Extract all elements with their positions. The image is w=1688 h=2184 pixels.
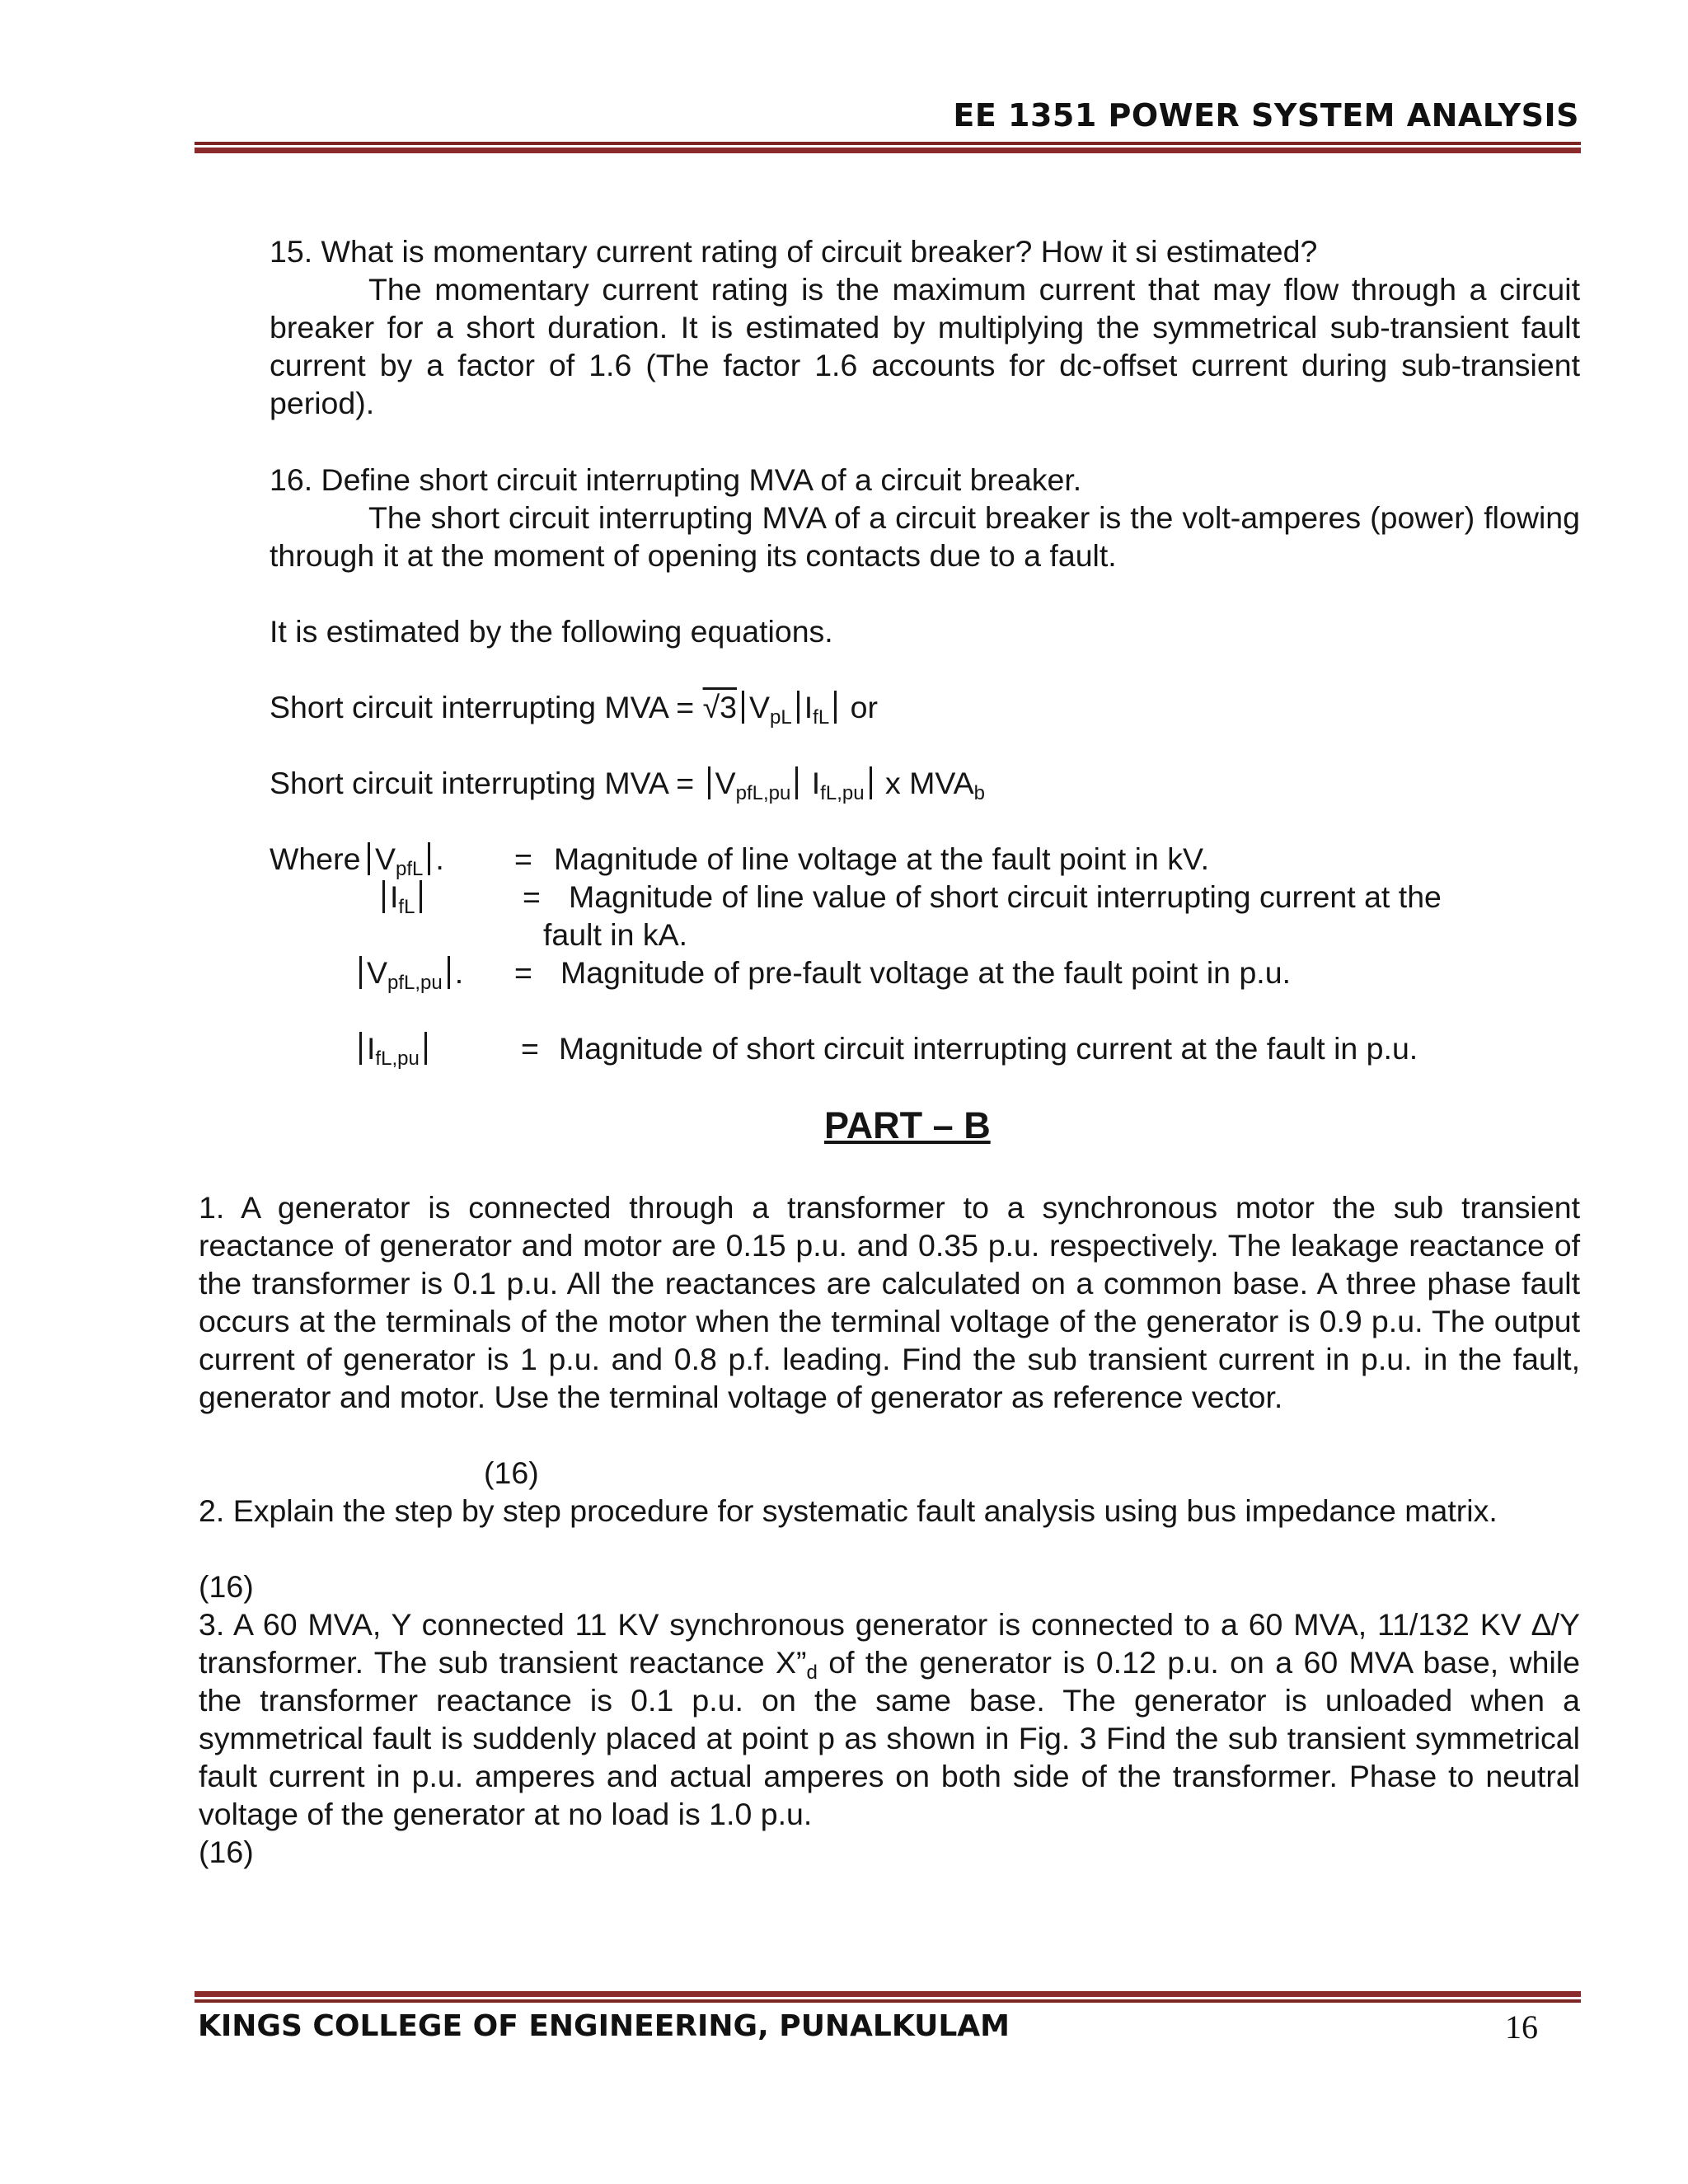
part-b-q1-marks: (16)	[484, 1455, 539, 1490]
equation-1: Short circuit interrupting MVA = √3 $V_{pL}$ $I_{fL}$ or	[270, 690, 878, 729]
def-vpflpu-text: Magnitude of pre-fault voltage at the fault point in p.u.	[560, 955, 1291, 990]
q15-answer: The momentary current rating is the maximum current that may flow through a circuit breaker for a short duration. It is estimated by multiplying the symmetrical sub-transient fault current by a factor of 1.6 (The factor 1.6 accounts for dc-offset current during sub-transient period).	[270, 272, 1580, 420]
header-rule	[195, 142, 1581, 153]
q15-question: 15. What is momentary current rating of circuit breaker? How it si estimated?	[270, 234, 1318, 269]
def-vpflpu-eq: =	[514, 955, 532, 990]
part-b-q2-marks: (16)	[199, 1569, 254, 1604]
page-number: 16	[1505, 2008, 1538, 2046]
def-ifl-eq: =	[523, 879, 541, 914]
def-iflpu-text: Magnitude of short circuit interrupting current at the fault in p.u.	[559, 1031, 1418, 1066]
def-ifl-text: Magnitude of line value of short circuit interrupting current at the	[569, 879, 1442, 914]
part-b-q1: 1. A generator is connected through a transformer to a synchronous motor the sub transient reactance of generator and motor are 0.15 p.u. and 0.35 p.u. respectively. The leakage reactance of the transformer is 0.1 p.u. All the reactances are calculated on a common base. A three phase fault occurs at the terminals of the motor when the terminal voltage of the generator is 0.9 p.u. The output current of generator is 1 p.u. and 0.8 p.f. leading. Find the sub transient current in p.u. in the fault, generator and motor. Use the terminal voltage of generator as reference vector.	[199, 1190, 1580, 1414]
q16-answer: The short circuit interrupting MVA of a circuit breaker is the volt-amperes (power) flowing through it at the moment of opening its contacts due to a fault.	[270, 500, 1580, 573]
footer-college: KINGS COLLEGE OF ENGINEERING, PUNALKULAM	[198, 2009, 1010, 2043]
def-ifl-symbol: $I_{fL}$	[377, 878, 427, 916]
q16-estimate: It is estimated by the following equations.	[270, 614, 833, 649]
part-b-heading: PART – B	[824, 1104, 991, 1146]
part-b-q2: 2. Explain the step by step procedure for systematic fault analysis using bus impedance matrix.	[199, 1493, 1498, 1528]
where-label: Where	[270, 841, 361, 876]
footer-rule	[195, 1991, 1581, 2003]
header-title: EE 1351 POWER SYSTEM ANALYSIS	[953, 97, 1579, 134]
def-iflpu-eq: =	[521, 1031, 539, 1066]
equation-2: Short circuit interrupting MVA = $V_{pfL,pu}$ $I_{fL,pu}$ x $MVA_b$	[270, 766, 985, 804]
def-vpfl-eq: =	[514, 841, 532, 876]
def-vpfl-symbol: $V_{pfL}$ .	[363, 840, 444, 878]
def-vpfl-text: Magnitude of line voltage at the fault point in kV.	[554, 841, 1209, 876]
part-b-q3: 3. A 60 MVA, Y connected 11 KV synchronous generator is connected to a 60 MVA, 11/132 KV ∆/Y transformer. The sub transient reactance $X”_d$ of the generator is 0.12 p.u. on a 60 MVA base, while the transformer reactance is 0.1 p.u. on the same base. The generator is unloaded when a symmetrical fault is suddenly placed at point p as shown in Fig. 3 Find the sub transient symmetrical fault current in p.u. amperes and actual amperes on both side of the transformer. Phase to neutral voltage of the generator at no load is 1.0 p.u.	[199, 1607, 1581, 1831]
def-ifl-text-cont: fault in kA.	[543, 917, 688, 952]
def-iflpu-symbol: $I_{fL,pu}$	[354, 1029, 432, 1067]
part-b-q3-marks: (16)	[199, 1835, 254, 1869]
q16-question: 16. Define short circuit interrupting MVA of a circuit breaker.	[270, 462, 1082, 497]
def-vpflpu-symbol: $V_{pfL,pu}$ .	[354, 954, 463, 991]
